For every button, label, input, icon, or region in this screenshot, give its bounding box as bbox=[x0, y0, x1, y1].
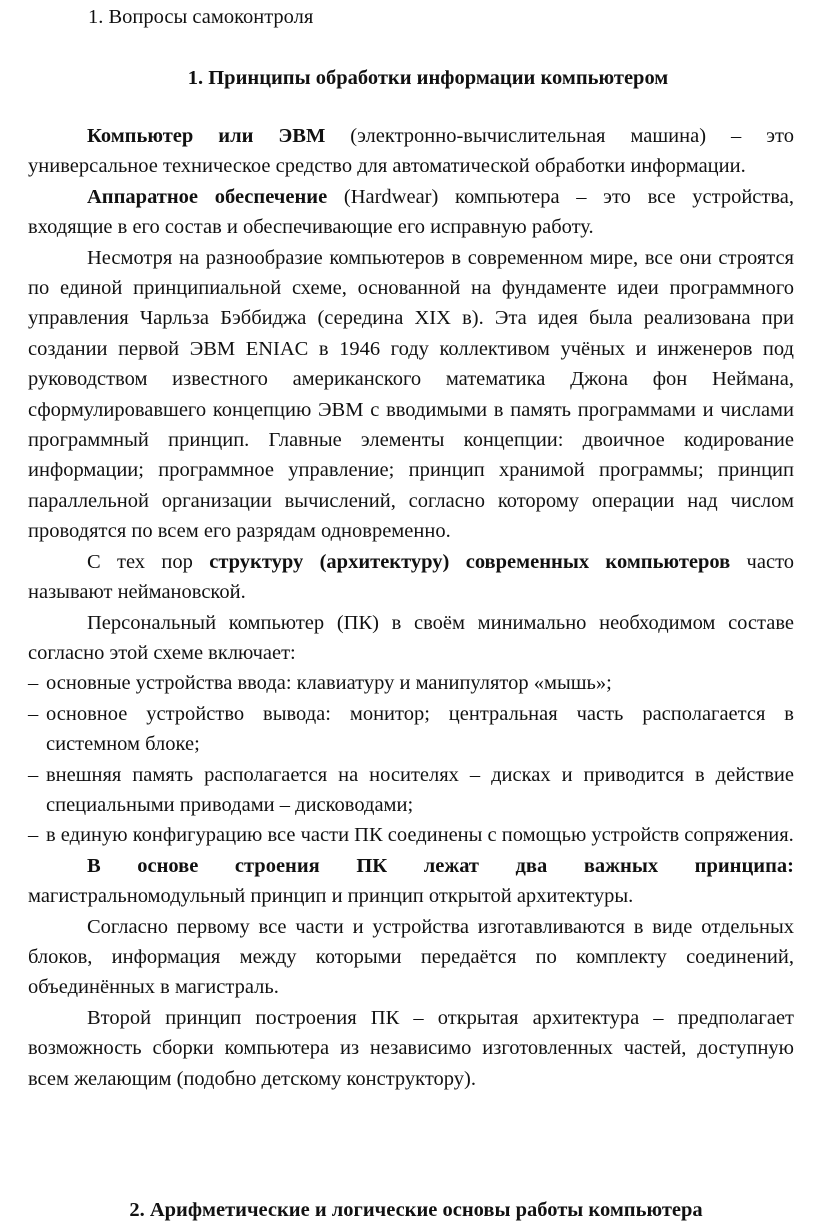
list-item: – в единую конфигурацию все части ПК соединены с помощью устройств сопряжения. bbox=[28, 824, 794, 847]
paragraph-two-principles: В основе строения ПК лежат два важных принципа: магистральномодульный принцип и принцип открытой архитектуры. bbox=[28, 854, 794, 908]
paragraph-first-principle: Согласно первому все части и устройства изготавливаются в виде отдельных блоков, информация между которыми передаётся по комплекту соединений, объединённых в магистраль. bbox=[28, 915, 794, 999]
paragraph-computer-definition: Компьютер или ЭВМ (электронно-вычислительная машина) – это универсальное техническое средство для автоматической обработки информации. bbox=[28, 125, 794, 178]
section-heading-2: 2. Арифметические и логические основы работы компьютера bbox=[129, 1199, 703, 1221]
list-item: – основное устройство вывода: монитор; центральная часть располагается в системном блоке; bbox=[28, 702, 794, 756]
self-control-questions-item: 1. Вопросы самоконтроля bbox=[88, 6, 314, 28]
paragraph-second-principle: Второй принцип построения ПК – открытая архитектура – предполагает возможность сборки компьютера из независимо изготовленных частей, доступную всем желающим (подобно детскому конструктору). bbox=[28, 1006, 794, 1090]
term-computer: Компьютер или ЭВМ bbox=[87, 125, 326, 147]
list-item: – основные устройства ввода: клавиатуру и манипулятор «мышь»; bbox=[28, 672, 612, 695]
document-body bbox=[28, 121, 794, 1094]
paragraph-hardware-definition: Аппаратное обеспечение (Hardwear) компьютера – это все устройства, входящие в его состав и обеспечивающие его исправную работу. bbox=[28, 185, 794, 239]
section-heading-1: 1. Принципы обработки информации компьютером bbox=[187, 67, 669, 89]
term-hardware: Аппаратное обеспечение bbox=[87, 185, 328, 208]
paragraph-von-neumann: Несмотря на разнообразие компьютеров в современном мире, все они строятся по единой принципиальной схеме, основанной на фундаменте идеи программного управления Чарльза Бэббиджа (середина XIX в). Эта идея была реализована при создании первой ЭВМ ENIAC в 1946 году коллективом учёных и инженеров под руководством известного американского математика Джона фон Неймана, сформулировавшего концепцию ЭВМ с вводимыми в память программами и числами программный принцип. Главные элементы концепции: двоичное кодирование информации; программное управление; принцип хранимой программы; принцип параллельной организации вычислений, согласно которому операции над числом проводятся по всем его разрядам одновременно. bbox=[28, 246, 794, 543]
term-architecture: структуру (архитектуру) современных компьютеров bbox=[209, 550, 731, 573]
term-two-principles: В основе строения ПК лежат два важных принципа: bbox=[87, 854, 794, 877]
list-item: – внешняя память располагается на носителях – дисках и приводится в действие специальными приводами – дисководами; bbox=[28, 763, 794, 816]
paragraph-architecture: С тех пор структуру (архитектуру) современных компьютеров часто называют неймановской. bbox=[28, 550, 795, 604]
paragraph-pc-composition: Персональный компьютер (ПК) в своём минимально необходимом составе согласно этой схеме включает: bbox=[28, 611, 794, 664]
